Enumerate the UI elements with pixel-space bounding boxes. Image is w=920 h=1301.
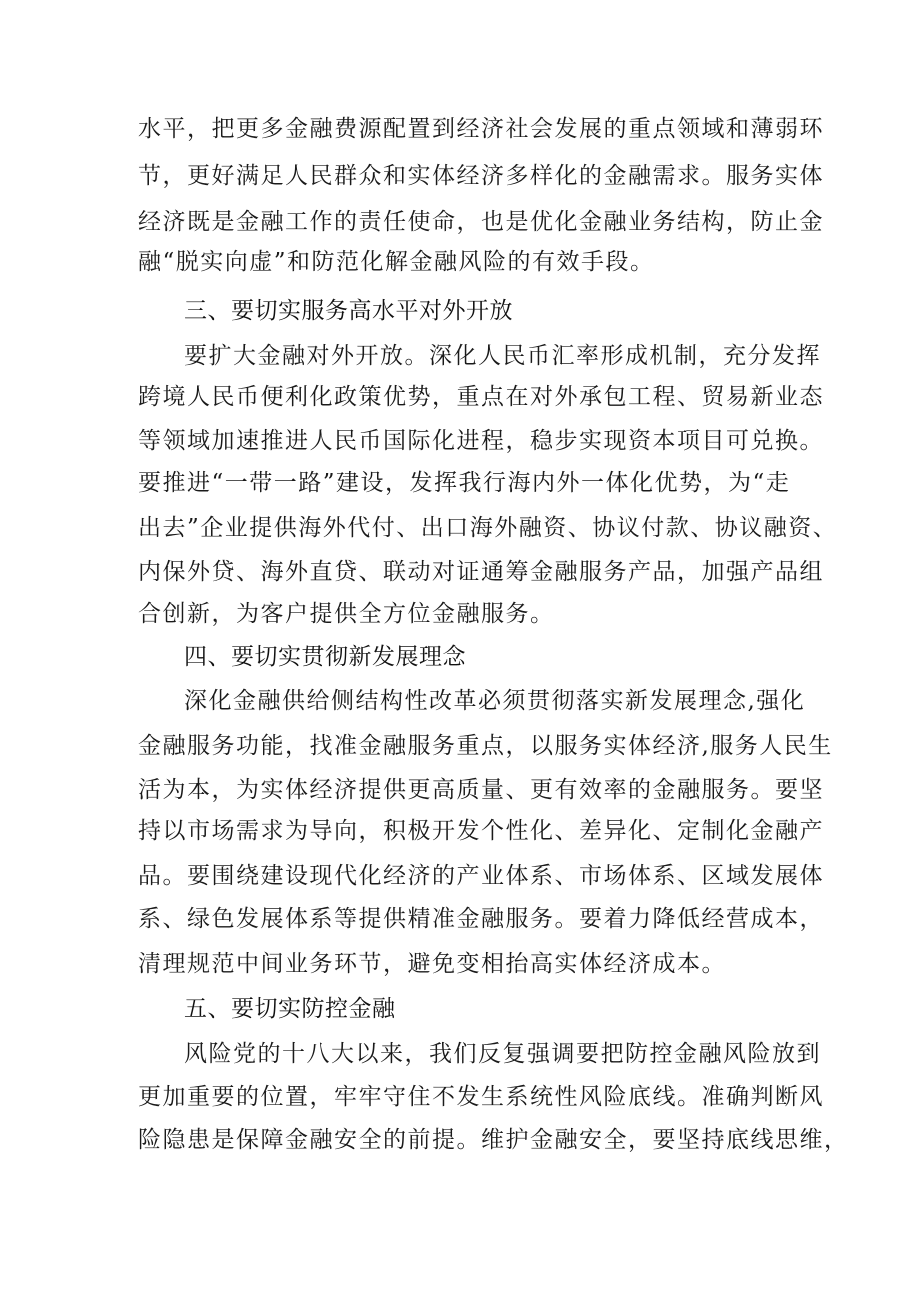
section-3-line-2: 跨境人民币便利化政策优势，重点在对外承包工程、贸易新业态 [138,384,824,410]
section-3-line-6: 内保外贷、海外直贷、联动对证通筹金融服务产品，加强产品组 [138,559,824,585]
section-3-line-3: 等领域加速推进人民币国际化进程，稳步实现资本项目可兑换。 [138,428,824,454]
section-4-line-5: 品。要围绕建设现代化经济的产业体系、市场体系、区域发展体 [138,863,824,889]
section-heading-4: 四、要切实贯彻新发展理念 [184,644,466,670]
section-4-line-4: 持以市场需求为导向，积极开发个性化、差异化、定制化金融产 [138,818,824,844]
section-3-line-1: 要扩大金融对外开放。深化人民币汇率形成机制，充分发挥 [184,343,821,369]
section-4-line-6: 系、绿色发展体系等提供精准金融服务。要着力降低经营成本， [138,906,824,932]
intro-line-2: 节，更好满足人民群众和实体经济多样化的金融需求。服务实体 [138,163,824,189]
section-4-line-2: 金融服务功能，找准金融服务重点，以服务实体经济,服务人民生 [138,733,833,759]
intro-line-3: 经济既是金融工作的责任使命，也是优化金融业务结构，防止金 [138,209,824,235]
intro-line-1: 水平，把更多金融费源配置到经济社会发展的重点领域和薄弱环 [138,116,824,142]
section-3-line-7: 合创新，为客户提供全方位金融服务。 [138,601,555,627]
section-4-line-3: 活为本，为实体经济提供更高质量、更有效率的金融服务。要坚 [138,777,824,803]
intro-line-4: 融“脱实向虚”和防范化解金融风险的有效手段。 [138,249,655,275]
section-4-line-1: 深化金融供给侧结构性改革必须贯彻落实新发展理念,强化 [184,688,806,714]
section-5-line-1: 风险党的十八大以来，我们反复强调要把防控金融风险放到 [184,1041,821,1067]
section-5-line-2: 更加重要的位置，牢牢守住不发生系统性风险底线。准确判断风 [138,1084,824,1110]
section-3-line-4: 要推进“一带一路”建设，发挥我行海内外一体化优势，为“走 [138,470,791,496]
section-5-line-3: 险隐患是保障金融安全的前提。维护金融安全，要坚持底线思维， [138,1127,849,1153]
section-3-line-5: 出去”企业提供海外代付、出口海外融资、协议付款、协议融资、 [138,515,838,541]
section-heading-3: 三、要切实服务高水平对外开放 [184,298,513,324]
section-4-line-7: 清理规范中间业务环节，避免变相抬高实体经济成本。 [138,951,726,977]
section-heading-5: 五、要切实防控金融 [184,996,396,1022]
